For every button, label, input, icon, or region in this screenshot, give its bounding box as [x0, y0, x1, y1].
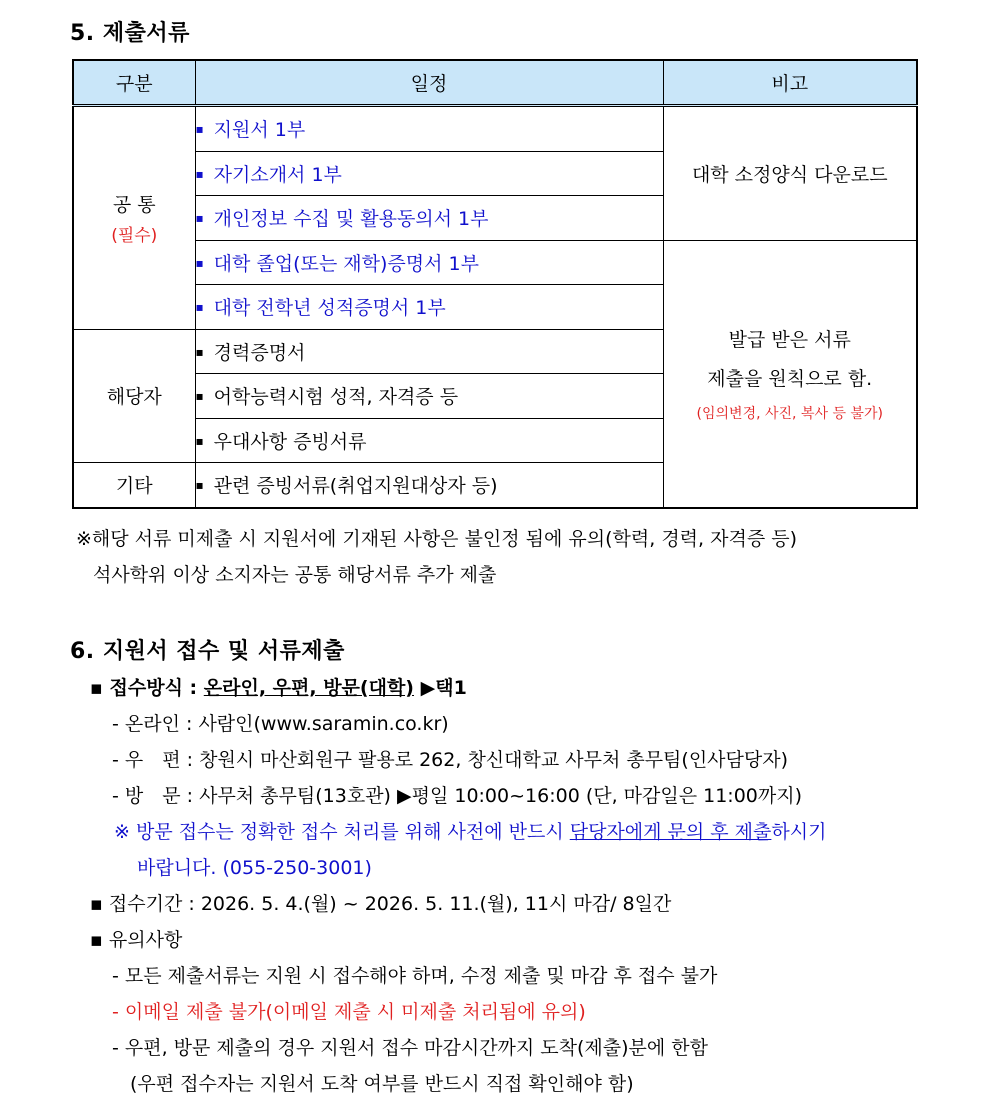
section5-title: 5. 제출서류 [70, 21, 190, 46]
header-schedule: 일정 [195, 60, 663, 106]
section5-note: 석사학위 이상 소지자는 공통 해당서류 추가 제출 [93, 564, 497, 586]
remark-original-line1: 발급 받은 서류 [728, 328, 851, 351]
table-row [73, 106, 917, 152]
remark-download: 대학 소정양식 다운로드 [663, 106, 917, 241]
method-online: - 온라인 : 사람인(www.saramin.co.kr) [112, 713, 449, 735]
caution-item: - 모든 제출서류는 지원 시 접수해야 하며, 수정 제출 및 마감 후 접수 불가 [112, 965, 718, 987]
section5-note: ※해당 서류 미제출 시 지원서에 기재된 사항은 불인정 됨에 유의(학력, 경력, 자격증 등) [76, 528, 797, 550]
method-line [90, 673, 467, 700]
method-visit: - 방 문 : 사무처 총무팀(13호관) ▶평일 10:00~16:00 (단, 마감일은 11:00까지) [112, 785, 803, 807]
table-header-row [73, 60, 917, 106]
visit-note-suffix: 하시기 [771, 821, 827, 843]
visit-note [114, 817, 826, 844]
method-choice: ▶택1 [420, 677, 467, 699]
visit-note-underlined: 담당자에게 문의 후 제출 [569, 821, 772, 843]
remark-original [663, 240, 917, 508]
section6-title: 6. 지원서 접수 및 서류제출 [70, 639, 345, 664]
doc-item: ▪ 관련 증빙서류(취업지원대상자 등) [195, 463, 663, 508]
doc-item: ▪ 자기소개서 1부 [195, 151, 663, 196]
caution-item: (우편 접수자는 지원서 도착 여부를 반드시 직접 확인해야 함) [130, 1073, 634, 1095]
doc-item: ▪ 우대사항 증빙서류 [195, 418, 663, 463]
method-options: 온라인, 우편, 방문(대학) [203, 677, 414, 699]
method-mail: - 우 편 : 창원시 마산회원구 팔용로 262, 창신대학교 사무처 총무팀(인사담당자) [112, 749, 789, 771]
doc-item: ▪ 경력증명서 [195, 329, 663, 374]
group-common-label: 공 통 [112, 193, 156, 216]
group-other: 기타 [73, 463, 195, 508]
caution-item: - 우편, 방문 제출의 경우 지원서 접수 마감시간까지 도착(제출)분에 한함 [112, 1037, 708, 1059]
remark-original-line2: 제출을 원칙으로 함. [707, 367, 873, 390]
caution-item-email: - 이메일 제출 불가(이메일 제출 시 미제출 처리됨에 유의) [112, 1001, 586, 1023]
documents-table [72, 59, 918, 509]
group-common-required: (필수) [111, 225, 158, 246]
table-row [73, 240, 917, 285]
remark-original-note: (임의변경, 사진, 복사 등 불가) [696, 405, 883, 422]
doc-item: ▪ 지원서 1부 [195, 106, 663, 152]
header-remarks: 비고 [663, 60, 917, 106]
header-category: 구분 [73, 60, 195, 106]
doc-item: ▪ 개인정보 수집 및 활용동의서 1부 [195, 196, 663, 241]
group-applicable: 해당자 [73, 329, 195, 463]
visit-note-line2: 바랍니다. (055-250-3001) [137, 857, 372, 879]
cautions-title: ▪ 유의사항 [90, 929, 183, 951]
method-label: 접수방식 : [109, 677, 204, 699]
visit-note-prefix: ※ 방문 접수는 정확한 접수 처리를 위해 사전에 반드시 [114, 821, 570, 843]
method-bullet: ▪ [90, 677, 103, 699]
period-line: ▪ 접수기간 : 2026. 5. 4.(월) ~ 2026. 5. 11.(월), 11시 마감/ 8일간 [90, 893, 672, 915]
doc-item: ▪ 어학능력시험 성적, 자격증 등 [195, 374, 663, 419]
group-common [73, 106, 195, 330]
doc-item: ▪ 대학 졸업(또는 재학)증명서 1부 [195, 240, 663, 285]
doc-item: ▪ 대학 전학년 성적증명서 1부 [195, 285, 663, 330]
